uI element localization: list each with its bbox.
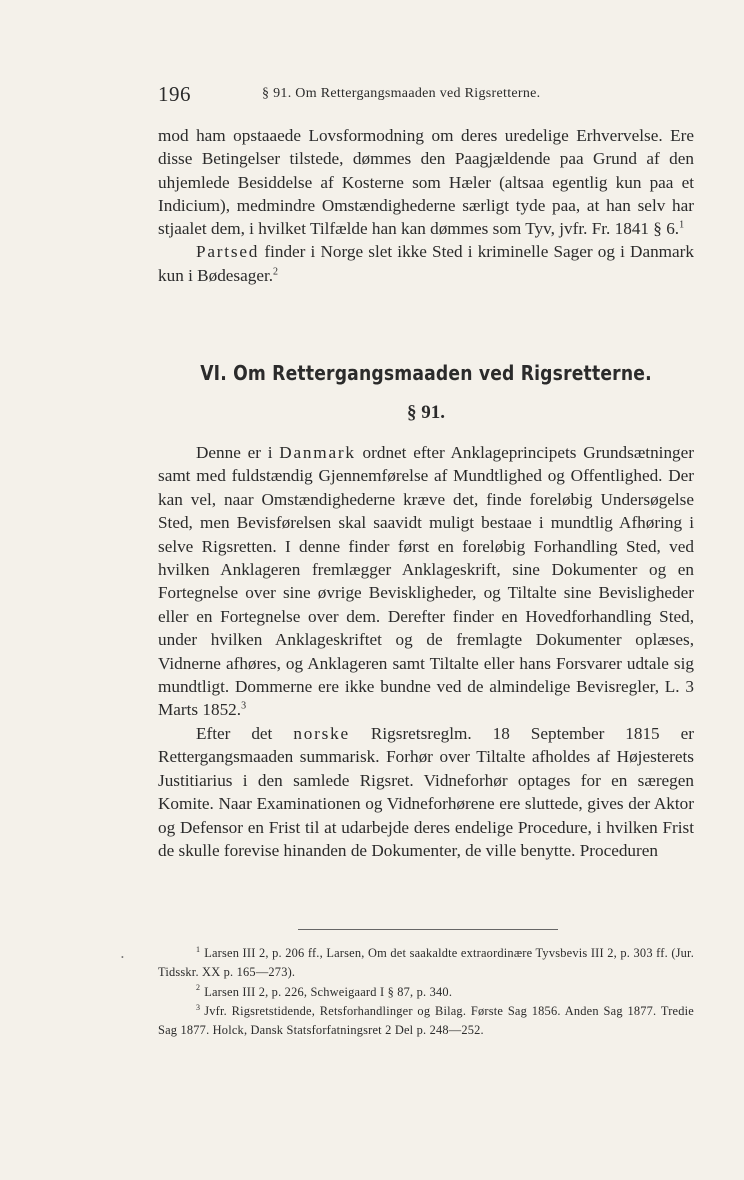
section-paragraph-1-emph: Danmark (279, 443, 356, 462)
footnote-1-text: Larsen III 2, p. 206 ff., Larsen, Om det saakaldte extraordinære Tyvsbevis III 2, p. 303 ff. (Jur. Tidsskr. XX p. 165—273). (158, 946, 694, 980)
intro-paragraph-1-text: mod ham opstaaede Lovsformodning om deres uredelige Erhvervelse. Ere disse Betingelser tilstede, dømmes den Paagjældende paa Grund af den uhjemlede Besiddelse af Kosterne som Hæler (altsaa egentlig kun paa et Indicium), medmindre Omstændighederne særligt tyde paa, at han selv har stjaalet dem, i hvilket Tilfælde han kan dømmes som Tyv, jvfr. Fr. 1841 § 6. (158, 126, 694, 239)
intro-text (158, 124, 694, 287)
section-paragraph-1-c: ordnet efter Anklageprincipets Grundsætninger samt med fuldstændig Gjennemførelse af Mundtlighed og Offentlighed. Der kan vel, naar Omstændighederne kræve det, finde foreløbig Undersøgelse Sted, men Bevisførelsen skal saavidt muligt bestaae i mundtlig Afhøring i selve Rigsretten. I denne finder først en foreløbig Forhandling Sted, ved hvilken Anklageren fremlægger Anklageskrift, sine Dokumenter og en Fortegnelse over sine øvrige Beviskligheder, og Tiltalte sine Bevisligheder eller en Fortegnelse over dem. Derefter finder en Hovedforhandling Sted, under hvilken Anklageskriftet og de fremlagte Dokumenter oplæses, Vidnerne afhøres, og Anklageren samt Tiltalte eller hans Forsvarer udtale sig mundtligt. Dommerne ere ikke bundne ved de almindelige Bevisregler, L. 3 Marts 1852. (158, 443, 694, 720)
section-paragraph-2 (158, 722, 694, 862)
footnote-3 (158, 1002, 694, 1041)
running-title: § 91. Om Rettergangsmaaden ved Rigsretterne. (262, 86, 541, 101)
footnote-2 (158, 983, 694, 1002)
footnote-ref-1: 1 (679, 219, 685, 231)
footnotes (158, 944, 694, 1040)
section-paragraph-2-emph: norske (293, 723, 350, 743)
intro-paragraph-1 (158, 124, 694, 240)
footnote-2-text: Larsen III 2, p. 226, Schweigaard I § 87, p. 340. (204, 984, 453, 999)
footnote-rule (298, 929, 558, 930)
page-number: 196 (158, 82, 191, 106)
footnote-3-text: Jvfr. Rigsretstidende, Retsforhandlinger og Bilag. Første Sag 1856. Anden Sag 1877. Tredie Sag 1877. Holck, Dansk Statsforfatningsret 2 Del p. 248—252. (158, 1003, 694, 1038)
intro-paragraph-2 (158, 240, 694, 287)
running-head (158, 80, 698, 110)
section-heading: § 91. (407, 402, 445, 423)
footnote-2-mark: 2 (196, 983, 201, 993)
section-text (158, 441, 694, 862)
intro-paragraph-2-emph: Partsed (196, 242, 260, 262)
footnote-1 (158, 944, 694, 983)
footnote-3-mark: 3 (196, 1002, 201, 1012)
intro-paragraph-2-text: finder i Norge slet ikke Sted i kriminelle Sager og i Danmark kun i Bødesager. (158, 242, 694, 285)
chapter-heading: VI. Om Rettergangsmaaden ved Rigsretterne. (200, 361, 652, 385)
section-paragraph-2-c: Rigsretsreglm. 18 September 1815 er Rettergangsmaaden summarisk. Forhør over Tiltalte afholdes af Højesterets Justitiarius i den samlede Rigsret. Vidneforhør optages for en særegen Komite. Naar Examinationen og Vidneforhørene ere sluttede, gives der Aktor og Defensor en Frist til at udarbejde deres endelige Procedure, i hvilken Frist de skulle forevise hinanden de Dokumenter, de ville benytte. Proceduren (158, 723, 694, 860)
footnote-ref-2: 2 (273, 266, 279, 278)
margin-dot: • (121, 953, 124, 962)
section-paragraph-2-a: Efter det (196, 723, 294, 743)
footnote-1-mark: 1 (196, 944, 201, 954)
section-paragraph-1-a: Denne er i (196, 443, 280, 462)
section-paragraph-1 (158, 441, 694, 722)
footnote-ref-3: 3 (241, 700, 247, 712)
